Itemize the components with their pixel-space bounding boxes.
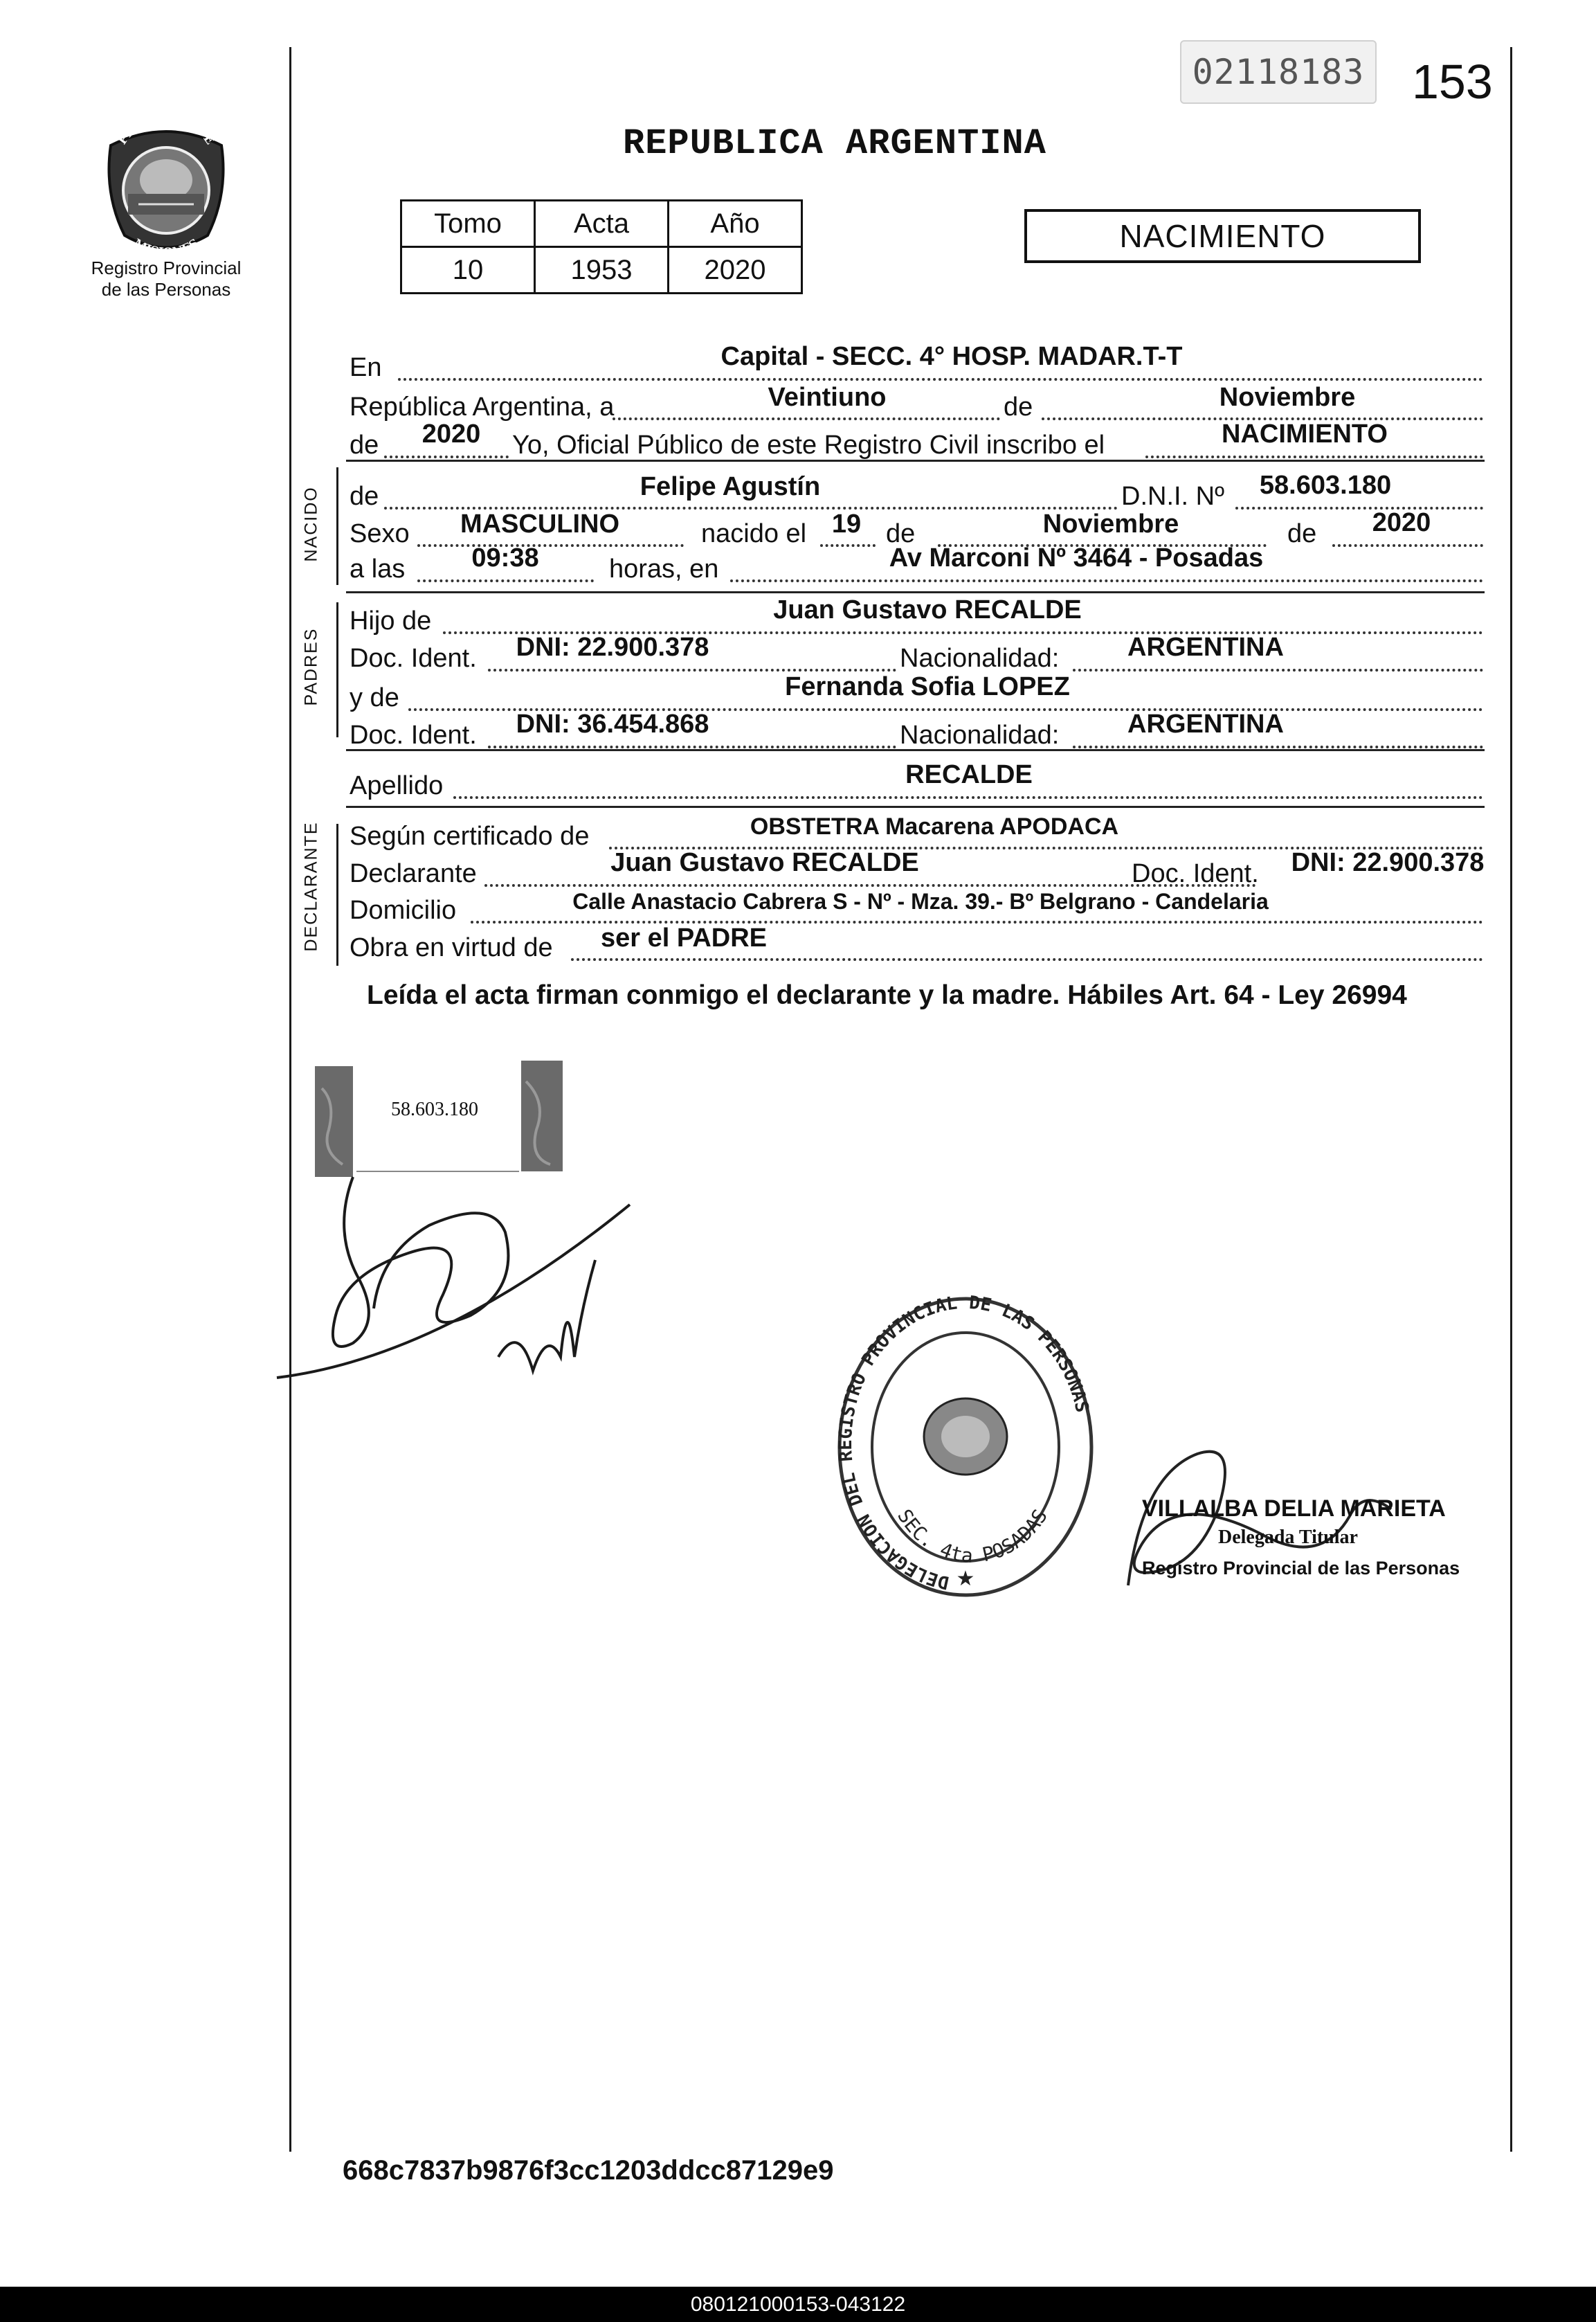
dni-label: D.N.I. Nº bbox=[1121, 482, 1224, 511]
domicilio-value: Calle Anastacio Cabrera S - Nº - Mza. 39.- Bº Belgrano - Candelaria bbox=[572, 889, 1269, 914]
declarante-doc-label: Doc. Ident. bbox=[1132, 859, 1259, 888]
acta-table-value-row bbox=[401, 247, 802, 294]
acta-table bbox=[400, 199, 803, 294]
mes-value: Noviembre bbox=[1219, 383, 1356, 412]
row-obra bbox=[350, 924, 1483, 965]
page-number: 153 bbox=[1412, 55, 1493, 109]
dia-nac-value: 19 bbox=[831, 510, 862, 539]
official-role: Delegada Titular bbox=[1218, 1527, 1358, 1548]
dia-nac-dots bbox=[820, 544, 876, 547]
horas-label: horas, en bbox=[609, 555, 719, 584]
lugar-value: Av Marconi Nº 3464 - Posadas bbox=[889, 543, 1264, 573]
alas-label: a las bbox=[350, 555, 406, 584]
document-hash: 668c7837b9876f3cc1203ddcc87129e9 bbox=[343, 2155, 834, 2186]
footer-code: 080121000153-043122 bbox=[690, 2293, 906, 2316]
en-value: Capital - SECC. 4° HOSP. MADAR.T-T bbox=[720, 342, 1183, 371]
acta-header-acta: Acta bbox=[535, 201, 669, 247]
dia-dots bbox=[613, 417, 1000, 420]
nacido-de-label-2: de bbox=[886, 519, 916, 548]
row-en bbox=[350, 342, 1483, 385]
nacido-de-label-3: de bbox=[1287, 519, 1317, 548]
row-domicilio bbox=[350, 889, 1483, 928]
obra-dots bbox=[571, 958, 1483, 961]
tipo-dots bbox=[1145, 456, 1483, 458]
logo-top-text: PROVINCIA DE bbox=[115, 110, 217, 147]
official-name: VILLALBA DELIA MARIETA bbox=[1142, 1495, 1446, 1522]
row-hora bbox=[350, 543, 1483, 586]
document-title: REPUBLICA ARGENTINA bbox=[623, 123, 1046, 164]
tipo-value: NACIMIENTO bbox=[1222, 420, 1388, 449]
madre-nac-value: ARGENTINA bbox=[1127, 710, 1284, 739]
padres-section-bar bbox=[336, 602, 338, 737]
padre-doc-dots bbox=[488, 669, 896, 672]
acta-value-acta: 1953 bbox=[535, 247, 669, 294]
mes-nac-value: Noviembre bbox=[1042, 510, 1179, 539]
certificado-value: OBSTETRA Macarena APODACA bbox=[750, 813, 1119, 840]
madre-doc-value: DNI: 36.454.868 bbox=[516, 710, 709, 739]
nacido-de-label: de bbox=[350, 482, 379, 511]
footprint-number: 58.603.180 bbox=[391, 1099, 478, 1120]
padres-section-label: PADRES bbox=[301, 627, 321, 706]
acta-header-tomo: Tomo bbox=[401, 201, 535, 247]
right-border-line bbox=[1510, 47, 1512, 2152]
en-dots bbox=[398, 378, 1483, 381]
row-nombre bbox=[350, 471, 1483, 514]
madre-nac-label: Nacionalidad: bbox=[900, 721, 1060, 750]
de2-label: de bbox=[350, 431, 379, 460]
sexo-label: Sexo bbox=[350, 519, 410, 548]
logo-caption bbox=[66, 258, 266, 300]
dni-value: 58.603.180 bbox=[1259, 471, 1392, 500]
svg-text:★: ★ bbox=[956, 1567, 975, 1591]
province-seal-logo bbox=[90, 104, 242, 263]
stamp-inner-text: SEC. 4ta POSADAS bbox=[893, 1505, 1052, 1567]
anio-nac-dots bbox=[1332, 544, 1483, 547]
acta-header-anio: Año bbox=[669, 201, 802, 247]
domicilio-label: Domicilio bbox=[350, 896, 457, 925]
hijo-label: Hijo de bbox=[350, 606, 432, 636]
logo-bottom-text: MISIONES bbox=[131, 236, 201, 260]
madre-doc-dots bbox=[488, 746, 896, 748]
madre-nac-dots bbox=[1073, 746, 1483, 748]
anio-nac-value: 2020 bbox=[1372, 508, 1431, 537]
footer-code-bar bbox=[0, 2287, 1596, 2322]
apellido-dots bbox=[453, 796, 1483, 799]
stamp-ring-text: DELEGACION DEL REGISTRO PROVINCIAL DE LAS PERSONAS bbox=[835, 1292, 1093, 1593]
nombre-value: Felipe Agustín bbox=[640, 472, 821, 501]
padre-value: Juan Gustavo RECALDE bbox=[773, 595, 1082, 624]
record-type-box: NACIMIENTO bbox=[1024, 209, 1421, 263]
dia-value: Veintiuno bbox=[768, 383, 887, 412]
obra-value: ser el PADRE bbox=[600, 924, 768, 953]
dni-dots bbox=[1235, 507, 1483, 510]
republica-label: República Argentina, a bbox=[350, 393, 615, 422]
declarante-value: Juan Gustavo RECALDE bbox=[610, 848, 919, 877]
official-stamp bbox=[834, 1288, 1097, 1606]
sexo-dots bbox=[417, 544, 684, 547]
apellido-label: Apellido bbox=[350, 771, 444, 800]
row-anio bbox=[350, 420, 1483, 462]
serial-number: 02118183 bbox=[1180, 40, 1377, 104]
separator-nacido bbox=[346, 591, 1485, 593]
declarante-doc-value: DNI: 22.900.378 bbox=[1291, 848, 1485, 877]
acta-value-anio: 2020 bbox=[669, 247, 802, 294]
apellido-value: RECALDE bbox=[905, 760, 1033, 789]
official-org: Registro Provincial de las Personas bbox=[1142, 1558, 1460, 1578]
signature-declarante bbox=[270, 1149, 685, 1398]
sexo-value: MASCULINO bbox=[460, 510, 620, 539]
svg-text:SEC. 4ta POSADAS bbox=[893, 1505, 1052, 1567]
obra-label: Obra en virtud de bbox=[350, 933, 553, 962]
padre-doc-value: DNI: 22.900.378 bbox=[516, 633, 709, 662]
row-declarante bbox=[350, 848, 1485, 891]
padre-nac-dots bbox=[1073, 669, 1483, 672]
hora-value: 09:38 bbox=[471, 543, 539, 573]
row-madre-doc bbox=[350, 710, 1483, 753]
acta-table-header-row bbox=[401, 201, 802, 247]
de-label: de bbox=[1004, 393, 1033, 422]
anio-value: 2020 bbox=[421, 420, 481, 449]
nacido-el-label: nacido el bbox=[701, 519, 807, 548]
nacido-section-bar bbox=[336, 467, 338, 585]
padre-doc-label: Doc. Ident. bbox=[350, 644, 477, 673]
padre-nac-label: Nacionalidad: bbox=[900, 644, 1060, 673]
en-label: En bbox=[350, 353, 382, 382]
logo-caption-line-2: de las Personas bbox=[101, 279, 231, 300]
hora-dots bbox=[417, 579, 594, 582]
row-apellido bbox=[350, 760, 1483, 803]
yo-label: Yo, Oficial Público de este Registro Civil inscribo el bbox=[512, 431, 1105, 460]
logo-caption-line-1: Registro Provincial bbox=[91, 258, 242, 278]
separator-apellido bbox=[346, 806, 1485, 808]
declarante-section-label: DECLARANTE bbox=[301, 821, 321, 952]
anio-dots bbox=[384, 456, 509, 458]
row-padre-doc bbox=[350, 633, 1483, 676]
closing-statement: Leída el acta firman conmigo el declarante y la madre. Hábiles Art. 64 - Ley 26994 bbox=[367, 980, 1407, 1010]
madre-value: Fernanda Sofia LOPEZ bbox=[785, 672, 1070, 701]
acta-value-tomo: 10 bbox=[401, 247, 535, 294]
padre-nac-value: ARGENTINA bbox=[1127, 633, 1284, 662]
madre-doc-label: Doc. Ident. bbox=[350, 721, 477, 750]
nacido-section-label: NACIDO bbox=[301, 486, 321, 562]
left-border-line bbox=[289, 47, 291, 2152]
lugar-dots bbox=[730, 579, 1483, 582]
declarante-section-bar bbox=[336, 824, 338, 966]
certificado-label: Según certificado de bbox=[350, 822, 590, 851]
declarante-label: Declarante bbox=[350, 859, 477, 888]
yde-label: y de bbox=[350, 683, 399, 712]
